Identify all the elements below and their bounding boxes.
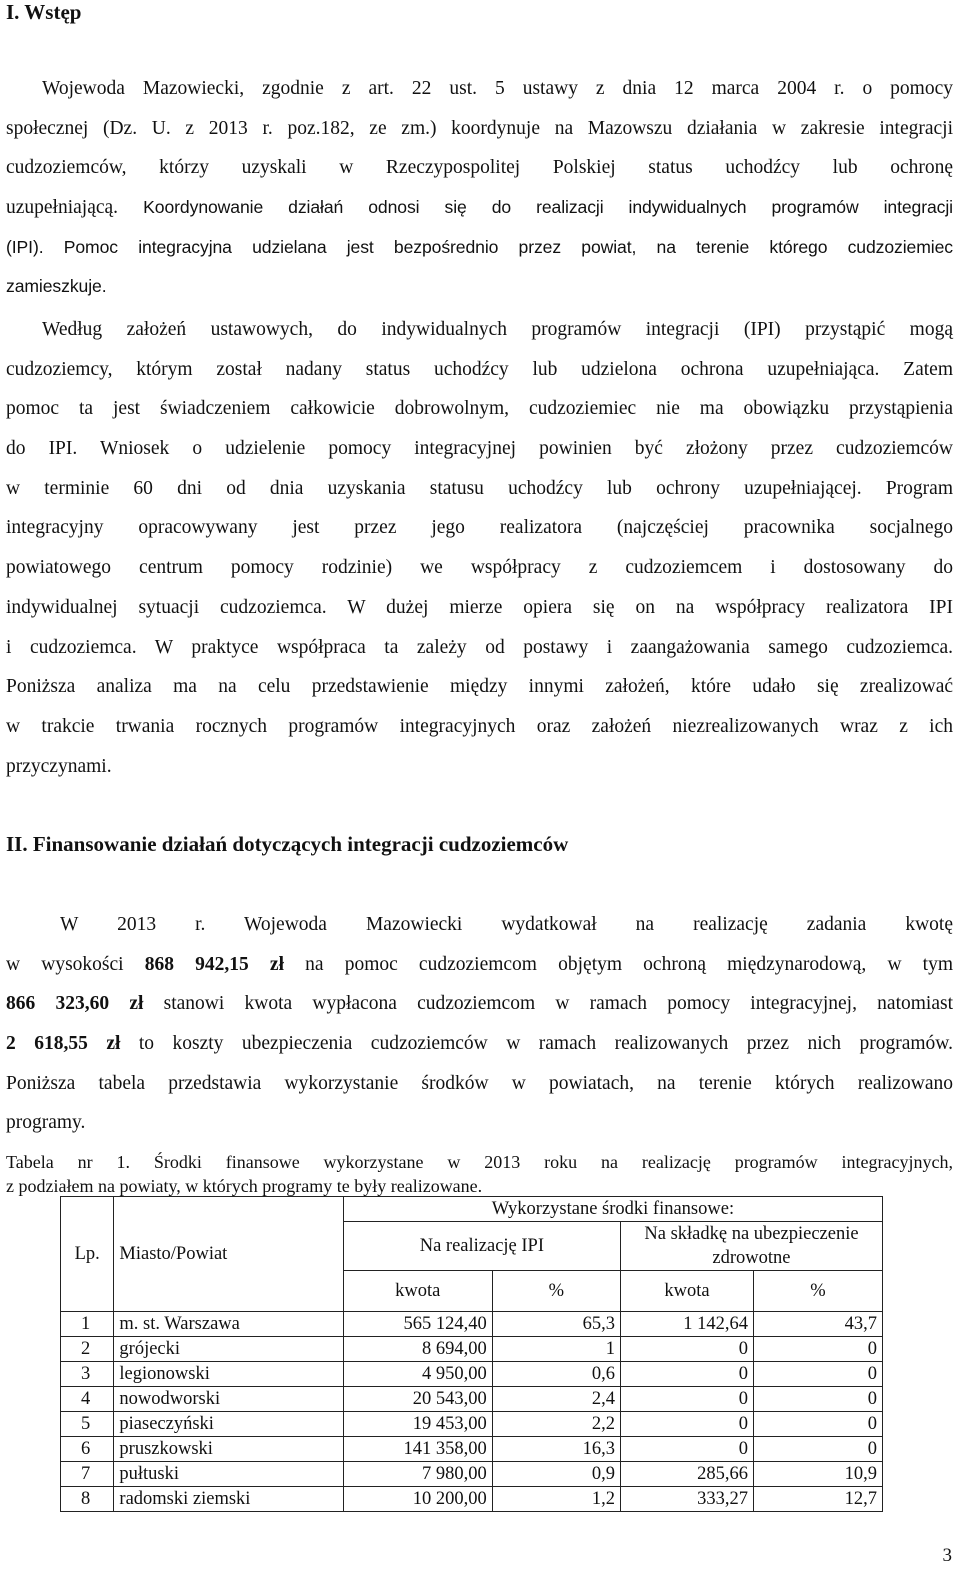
- section-heading-intro: I. Wstęp: [6, 0, 82, 24]
- header-insurance: Na składkę na ubezpieczenie zdrowotne: [620, 1222, 882, 1271]
- cell-ins-percent: 10,9: [753, 1462, 882, 1487]
- table-row: [61, 1412, 883, 1437]
- cell-ins-percent: 0: [753, 1387, 882, 1412]
- text-run: Pomoc integracyjna udzielana jest bezpośrednio przez powiat, na terenie którego cudzoziemiec: [63, 236, 953, 257]
- amount-total: 868 942,15 zł: [144, 953, 284, 975]
- cell-city: pułtuski: [114, 1462, 343, 1487]
- text-line: [6, 228, 953, 268]
- cell-city: piaseczyński: [114, 1412, 343, 1437]
- cell-city: radomski ziemski: [114, 1487, 343, 1512]
- header-ipi-amount: kwota: [343, 1271, 492, 1312]
- cell-lp: 2: [61, 1337, 114, 1362]
- text-line: Poniższa analiza ma na celu przedstawienie między innymi założeń, które udało się zrealizować: [6, 676, 953, 698]
- text-line: cudzoziemcy, którym został nadany status uchodźcy lub udzielona ochrona uzupełniająca. Zatem: [6, 358, 953, 380]
- cell-ipi-percent: 1,2: [492, 1487, 620, 1512]
- cell-lp: 8: [61, 1487, 114, 1512]
- cell-lp: 1: [61, 1312, 114, 1337]
- text-line: Poniższa tabela przedstawia wykorzystanie środków w powiatach, na terenie których realizowano: [6, 1072, 953, 1094]
- text-run: to koszty ubezpieczenia cudzoziemców w ramach realizowanych przez nich programów.: [120, 1033, 954, 1055]
- header-city: Miasto/Powiat: [114, 1197, 343, 1312]
- header-lp: Lp.: [61, 1197, 114, 1312]
- section-heading-financing: II. Finansowanie działań dotyczących integracji cudzoziemców: [6, 832, 569, 856]
- text-line: Wojewoda Mazowiecki, zgodnie z art. 22 ust. 5 ustawy z dnia 12 marca 2004 r. o pomocy: [42, 78, 953, 99]
- cell-ipi-percent: 65,3: [492, 1312, 620, 1337]
- text-line: społecznej (Dz. U. z 2013 r. poz.182, ze zm.) koordynuje na Mazowszu działania w zakresie integracji: [6, 117, 953, 139]
- cell-ins-amount: 0: [620, 1387, 753, 1412]
- cell-ipi-percent: 2,2: [492, 1412, 620, 1437]
- cell-ins-amount: 0: [620, 1362, 753, 1387]
- table-caption: [6, 1150, 953, 1198]
- table-row: [61, 1387, 883, 1412]
- cell-ipi-amount: 19 453,00: [343, 1412, 492, 1437]
- text-line: powiatowego centrum pomocy rodzinie) we współpracy z cudzoziemcem i dostosowany do: [6, 557, 953, 579]
- text-line: indywidualnej sytuacji cudzoziemca. W dużej mierze opiera się on na współpracy realizatora IPI: [6, 596, 953, 618]
- text-line: Według założeń ustawowych, do indywidualnych programów integracji (IPI) przystąpić mogą: [42, 319, 953, 340]
- cell-ins-amount: 333,27: [620, 1487, 753, 1512]
- cell-ins-amount: 1 142,64: [620, 1312, 753, 1337]
- text-line: W 2013 r. Wojewoda Mazowiecki wydatkował na realizację zadania kwotę: [60, 914, 953, 935]
- amount-integration: 866 323,60 zł: [6, 993, 144, 1015]
- cell-city: nowodworski: [114, 1387, 343, 1412]
- text-line: w trakcie trwania rocznych programów integracyjnych oraz założeń niezrealizowanych wraz z ich: [6, 715, 953, 737]
- cell-ins-percent: 0: [753, 1412, 882, 1437]
- caption-line: z podziałem na powiaty, w których programy te były realizowane.: [6, 1176, 483, 1196]
- text-line: przyczynami.: [6, 755, 112, 777]
- cell-lp: 5: [61, 1412, 114, 1437]
- cell-ipi-amount: 10 200,00: [343, 1487, 492, 1512]
- text-line: w terminie 60 dni od dnia uzyskania statusu uchodźcy lub ochrony uzupełniającej. Program: [6, 477, 953, 499]
- text-line: i cudzoziemca. W praktyce współpraca ta zależy od postawy i zaangażowania samego cudzoziemca.: [6, 636, 953, 658]
- cell-ins-percent: 12,7: [753, 1487, 882, 1512]
- text-run: w wysokości: [6, 953, 145, 975]
- cell-ins-percent: 0: [753, 1362, 882, 1387]
- cell-ins-amount: 0: [620, 1412, 753, 1437]
- table-row: [61, 1362, 883, 1387]
- text-line: cudzoziemców, którzy uzyskali w Rzeczypospolitej Polskiej status uchodźcy lub ochronę: [6, 157, 953, 179]
- cell-lp: 6: [61, 1437, 114, 1462]
- cell-city: m. st. Warszawa: [114, 1312, 343, 1337]
- header-funds-group: Wykorzystane środki finansowe:: [343, 1197, 882, 1222]
- cell-ipi-amount: 8 694,00: [343, 1337, 492, 1362]
- table-row: [61, 1312, 883, 1337]
- cell-city: grójecki: [114, 1337, 343, 1362]
- cell-lp: 3: [61, 1362, 114, 1387]
- cell-ipi-amount: 20 543,00: [343, 1387, 492, 1412]
- intro-paragraph-2: [6, 310, 953, 786]
- cell-lp: 4: [61, 1387, 114, 1412]
- cell-ins-amount: 285,66: [620, 1462, 753, 1487]
- text-line: [6, 1024, 953, 1064]
- intro-paragraph-1: [6, 69, 953, 307]
- text-line: do IPI. Wniosek o udzielenie pomocy integracyjnej powinien być złożony przez cudzoziemców: [6, 438, 953, 460]
- table-row: [61, 1437, 883, 1462]
- text-line: integracyjny opracowywany jest przez jego realizatora (najczęściej pracownika socjalnego: [6, 517, 953, 539]
- financing-paragraph: [6, 905, 953, 1143]
- cell-ipi-percent: 0,6: [492, 1362, 620, 1387]
- text-run: na pomoc cudzoziemcom objętym ochroną międzynarodową, w tym: [284, 953, 954, 975]
- header-ins-amount: kwota: [620, 1271, 753, 1312]
- text-run: stanowi kwota wypłacona cudzoziemcom w ramach pomocy integracyjnej, natomiast: [143, 993, 953, 1015]
- cell-ipi-percent: 2,4: [492, 1387, 620, 1412]
- table-row: [61, 1487, 883, 1512]
- cell-ipi-amount: 141 358,00: [343, 1437, 492, 1462]
- cell-city: legionowski: [114, 1362, 343, 1387]
- text-line: pomoc ta jest świadczeniem całkowicie dobrowolnym, cudzoziemiec nie ma obowiązku przystąpienia: [6, 398, 953, 420]
- funds-table: [60, 1196, 883, 1512]
- cell-ins-amount: 0: [620, 1437, 753, 1462]
- text-line: [6, 188, 953, 228]
- cell-ipi-amount: 565 124,40: [343, 1312, 492, 1337]
- text-run: (IPI).: [6, 236, 64, 257]
- cell-ipi-percent: 16,3: [492, 1437, 620, 1462]
- amount-insurance: 2 618,55 zł: [6, 1033, 121, 1055]
- cell-ipi-percent: 0,9: [492, 1462, 620, 1487]
- text-line: [6, 984, 953, 1024]
- cell-ipi-amount: 7 980,00: [343, 1462, 492, 1487]
- cell-lp: 7: [61, 1462, 114, 1487]
- cell-ins-percent: 0: [753, 1337, 882, 1362]
- text-line: [6, 945, 953, 985]
- header-ipi-percent: %: [492, 1271, 620, 1312]
- cell-ipi-percent: 1: [492, 1337, 620, 1362]
- cell-ins-percent: 43,7: [753, 1312, 882, 1337]
- cell-ipi-amount: 4 950,00: [343, 1362, 492, 1387]
- page-number: 3: [942, 1545, 952, 1566]
- cell-ins-amount: 0: [620, 1337, 753, 1362]
- table-row: [61, 1337, 883, 1362]
- text-run: uzupełniającą.: [6, 197, 144, 219]
- table-row: [61, 1462, 883, 1487]
- text-line: zamieszkuje.: [6, 276, 107, 297]
- text-run: Koordynowanie działań odnosi się do realizacji indywidualnych programów integracji: [143, 197, 953, 218]
- header-ins-percent: %: [753, 1271, 882, 1312]
- text-line: programy.: [6, 1112, 86, 1134]
- cell-city: pruszkowski: [114, 1437, 343, 1462]
- cell-ins-percent: 0: [753, 1437, 882, 1462]
- header-ipi: Na realizację IPI: [343, 1222, 620, 1271]
- caption-line: Tabela nr 1. Środki finansowe wykorzystane w 2013 roku na realizację programów integracyjnych,: [6, 1152, 953, 1172]
